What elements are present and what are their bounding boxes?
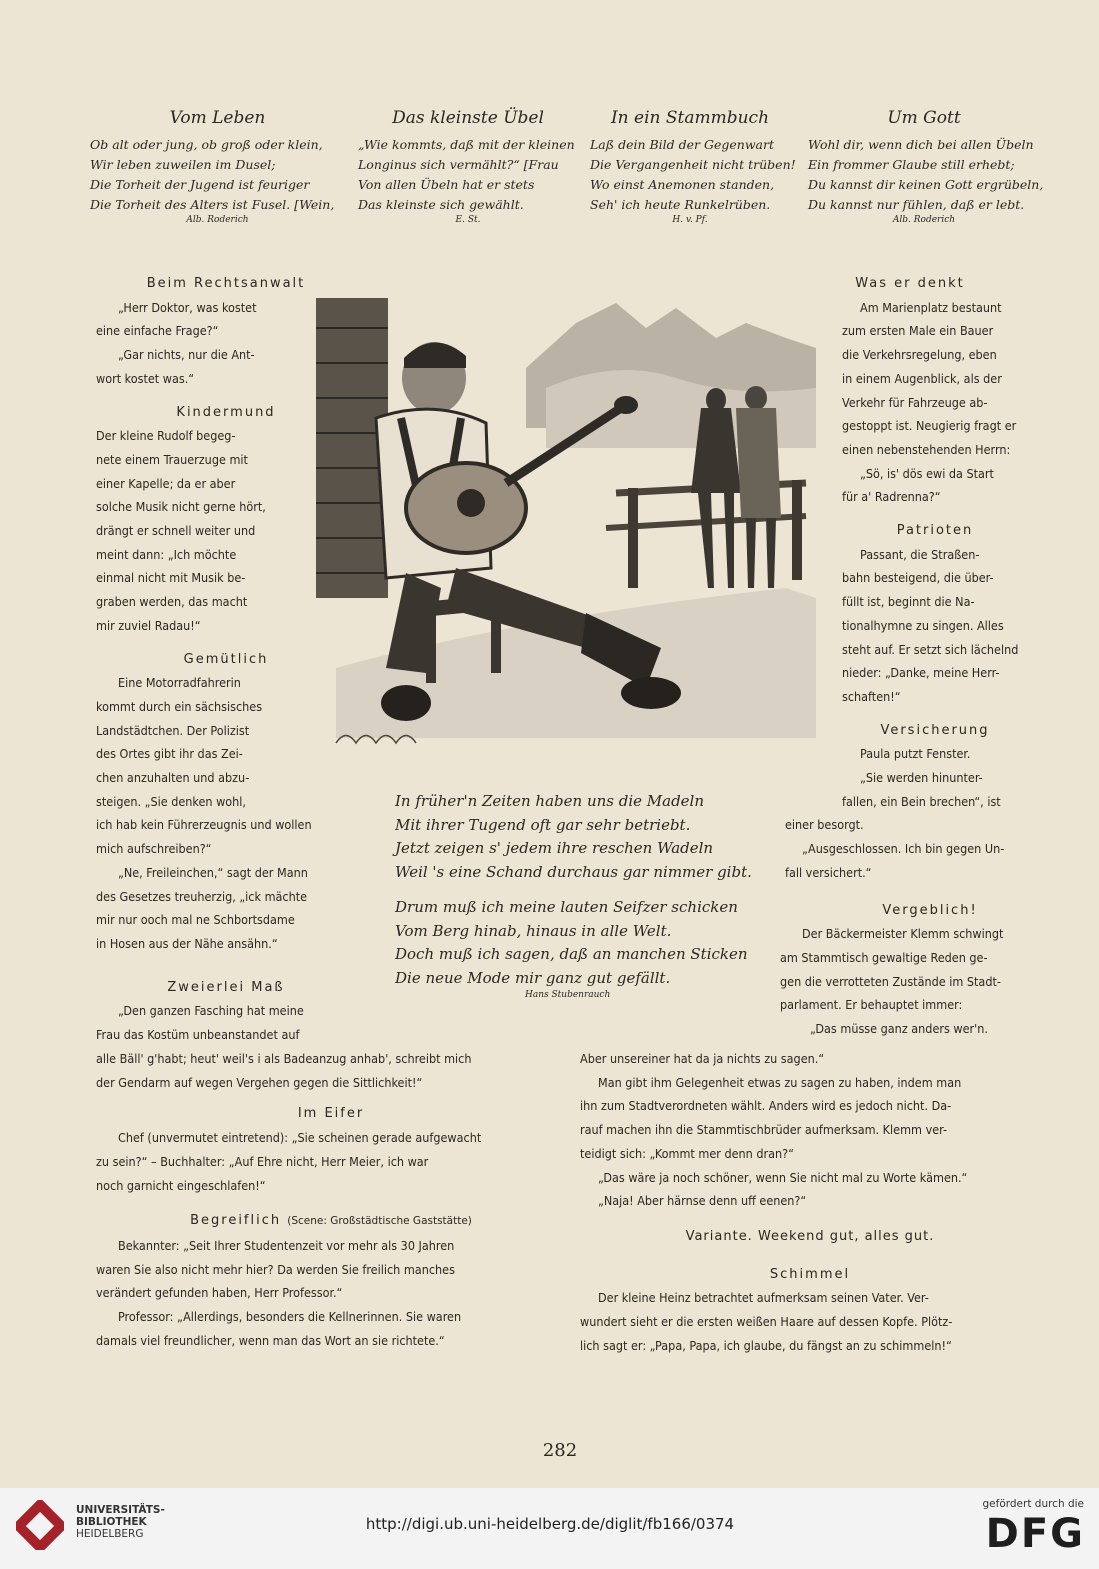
text-line: Der kleine Heinz betrachtet aufmerksam seinen Vater. Ver- (598, 1290, 929, 1306)
text-line: „Den ganzen Fasching hat meine (118, 1003, 304, 1019)
poem-line: Wir leben zuweilen im Dusel; (90, 157, 276, 172)
poem-line: Drum muß ich meine lauten Seifzer schicken (395, 898, 738, 916)
footer-bar (0, 1488, 1099, 1569)
text-line: Landstädtchen. Der Polizist (96, 722, 250, 738)
text-line: Paula putzt Fenster. (860, 746, 971, 762)
poem-author: Hans Stubenrauch (525, 990, 611, 1000)
heading-was-er-denkt: Was er denkt (855, 276, 965, 291)
poem-line: Von allen Übeln hat er stets (358, 177, 535, 192)
text-line: Bekannter: „Seit Ihrer Studentenzeit vor mehr als 30 Jahren (118, 1237, 455, 1253)
heading-beim-rechtsanwalt: Beim Rechtsanwalt (146, 276, 306, 291)
sponsor-text: gefördert durch die (982, 1498, 1084, 1510)
text-line: der Gendarm auf wegen Vergehen gegen die Sittlichkeit!“ (96, 1074, 423, 1090)
text-line: kommt durch ein sächsisches (96, 698, 263, 714)
text-line: ich hab kein Führerzeugnis und wollen (96, 817, 312, 833)
text-line: fallen, ein Bein brechen“, ist (842, 793, 1001, 809)
text-line: steigen. „Sie denken wohl, (96, 793, 247, 809)
digital-url-link[interactable]: http://digi.ub.uni-heidelberg.de/diglit/fb166/0374 (365, 1515, 735, 1533)
poem-line: Laß dein Bild der Gegenwart (590, 137, 774, 152)
text-line: füllt ist, beginnt die Na- (842, 594, 975, 610)
text-line: Verkehr für Fahrzeuge ab- (842, 394, 988, 410)
text-line: „Ausgeschlossen. Ich bin gegen Un- (802, 841, 1005, 857)
text-line: solche Musik nicht gerne hört, (96, 499, 266, 515)
poem-line: Die Torheit des Alters ist Fusel. [Wein, (90, 197, 335, 212)
poem-line: Du kannst dir keinen Gott ergrübeln, (808, 177, 1044, 192)
text-line: steht auf. Er setzt sich lächelnd (842, 641, 1019, 657)
page-number: 282 (542, 1440, 578, 1461)
text-line: chen anzuhalten und abzu- (96, 770, 250, 786)
text-line: fall versichert.“ (785, 864, 872, 880)
text-line: schaften!“ (842, 688, 901, 704)
text-line: „Das wäre ja noch schöner, wenn Sie nicht mal zu Worte kämen.“ (598, 1169, 968, 1185)
heading-vergeblich: Vergeblich! (882, 902, 978, 918)
poem-line: Ob alt oder jung, ob groß oder klein, (90, 137, 323, 152)
text-line: des Gesetzes treuherzig, „ick mächte (96, 888, 308, 904)
text-line: rauf machen ihn die Stammtischbrüder aufmerksam. Klemm ver- (580, 1122, 948, 1138)
poem-line: Longinus sich vermählt?“ [Frau (358, 157, 559, 172)
poem-author: H. v. Pf. (672, 215, 708, 225)
poem-line: Wo einst Anemonen standen, (590, 177, 775, 192)
text-line: Frau das Kostüm unbeanstandet auf (96, 1027, 300, 1043)
heading-variante: Variante. Weekend gut, alles gut. (685, 1228, 935, 1244)
poem-line: „Wie kommts, daß mit der kleinen (358, 137, 575, 152)
heading-im-eifer: Im Eifer (297, 1106, 365, 1122)
poem-title: Das kleinste Übel (392, 108, 544, 128)
text-line: einen nebenstehenden Herrn: (842, 441, 1011, 457)
heading-zweierlei-mass: Zweierlei Maß (167, 979, 285, 995)
poem-vom-leben (90, 108, 345, 225)
text-line: gen die verrotteten Zustände im Stadt- (780, 973, 1001, 989)
text-line: Man gibt ihm Gelegenheit etwas zu sagen zu haben, indem man (598, 1074, 962, 1090)
text-line: bahn besteigend, die über- (842, 570, 994, 586)
text-line: einer Kapelle; da er aber (96, 475, 236, 491)
text-line: in Hosen aus der Nähe ansähn.“ (96, 935, 278, 951)
text-line: „Sö, is' dös ewi da Start (860, 465, 994, 481)
text-line: am Stammtisch gewaltige Reden ge- (780, 949, 988, 965)
library-name-line: BIBLIOTHEK (76, 1516, 147, 1528)
heading-patrioten: Patrioten (896, 523, 974, 539)
text-line: einer besorgt. (785, 817, 864, 833)
library-name-line: UNIVERSITÄTS- (76, 1504, 165, 1516)
poem-line: In früher'n Zeiten haben uns die Madeln (395, 792, 705, 810)
dfg-logo: DFG (985, 1511, 1085, 1557)
text-line: eine einfache Frage?“ (96, 323, 219, 339)
text-line: nieder: „Danke, meine Herr- (842, 665, 1000, 681)
poem-line: Du kannst nur fühlen, daß er lebt. (808, 197, 1025, 212)
text-line: Passant, die Straßen- (860, 546, 980, 562)
text-line: Eine Motorradfahrerin (118, 675, 241, 691)
text-line: meint dann: „Ich möchte (96, 546, 237, 562)
text-line: „Gar nichts, nur die Ant- (118, 347, 255, 363)
poem-line: Mit ihrer Tugend oft gar sehr betriebt. (395, 815, 691, 834)
text-line: drängt er schnell weiter und (96, 523, 256, 539)
library-name-line: HEIDELBERG (76, 1528, 144, 1540)
text-line: Aber unsereiner hat da ja nichts zu sagen.“ (580, 1051, 825, 1066)
text-line: graben werden, das macht (96, 594, 248, 610)
text-line: die Verkehrsregelung, eben (842, 347, 997, 363)
text-line: nete einem Trauerzuge mit (96, 451, 248, 467)
poem-title: Vom Leben (169, 108, 266, 128)
heading-begreiflich (96, 1209, 566, 1234)
poem-line: Jetzt zeigen s' jedem ihre reschen Wadeln (395, 839, 714, 857)
text-line: in einem Augenblick, als der (842, 370, 1002, 386)
text-line: damals viel freundlicher, wenn man das Wort an sie richtete.“ (96, 1332, 445, 1348)
text-line: waren Sie also nicht mehr hier? Da werden Sie freilich manches (96, 1261, 455, 1277)
poem-line: Die Vergangenheit nicht trüben! (590, 157, 796, 172)
text-line: wort kostet was.“ (96, 370, 195, 386)
poem-das-kleinste-uebel (358, 108, 578, 225)
text-line: zum ersten Male ein Bauer (842, 323, 994, 339)
poem-in-ein-stammbuch (590, 108, 796, 225)
text-line: Am Marienplatz bestaunt (860, 299, 1002, 315)
text-line: parlament. Er behauptet immer: (780, 997, 963, 1013)
text-line: „Das müsse ganz anders wer'n. (810, 1021, 988, 1037)
text-line: mir zuviel Radau!“ (96, 617, 201, 633)
text-line: wundert sieht er die ersten weißen Haare auf dessen Kopfe. Plötz- (580, 1314, 953, 1330)
text-line: verändert gefunden haben, Herr Professor.“ (96, 1285, 343, 1301)
heading-gemuetlich: Gemütlich (183, 651, 269, 667)
text-line: noch garnicht eingeschlafen!“ (96, 1177, 266, 1193)
poem-line: Wohl dir, wenn dich bei allen Übeln (808, 137, 1034, 152)
poem-author: Alb. Roderich (186, 215, 249, 225)
text-line: einmal nicht mit Musik be- (96, 570, 246, 586)
poem-title: In ein Stammbuch (610, 108, 770, 128)
text-line: des Ortes gibt ihr das Zei- (96, 746, 243, 762)
heading-kindermund: Kindermund (176, 404, 276, 420)
text-line: für a' Radrenna?“ (842, 489, 941, 505)
text-line: gestoppt ist. Neugierig fragt er (842, 418, 1017, 434)
university-logo-icon (16, 1500, 64, 1550)
text-line: „Naja! Aber härnse denn uff eenen?“ (598, 1193, 807, 1209)
center-poem (395, 790, 775, 1000)
heading-schimmel: Schimmel (769, 1266, 851, 1282)
heading-begreiflich-title: Begreiflich (190, 1213, 282, 1229)
poem-line: Das kleinste sich gewählt. (358, 197, 524, 212)
poem-author: Alb. Roderich (892, 215, 956, 225)
text-line: lich sagt er: „Papa, Papa, ich glaube, du fängst an zu schimmeln!“ (580, 1337, 952, 1353)
poem-um-gott (808, 108, 1044, 225)
poem-author: E. St. (455, 215, 481, 225)
poem-line: Seh' ich heute Runkelrüben. (590, 197, 771, 212)
text-line: Der kleine Rudolf begeg- (96, 428, 236, 444)
text-line: teidigt sich: „Kommt mer denn dran?“ (580, 1145, 794, 1161)
text-line: „Sie werden hinunter- (860, 770, 983, 786)
bottom-left-column (96, 1047, 566, 1352)
bottom-right-column (580, 1047, 1040, 1357)
text-line: mich aufschreiben?“ (96, 841, 212, 857)
illustration-guitar-player (316, 268, 834, 776)
text-line: Der Bäckermeister Klemm schwingt (802, 926, 1004, 942)
text-line: „Herr Doktor, was kostet (118, 299, 257, 315)
heading-begreiflich-subtitle: (Scene: Großstädtische Gaststätte) (287, 1215, 472, 1228)
text-line: tionalhymne zu singen. Alles (842, 617, 1004, 633)
poem-title: Um Gott (887, 108, 961, 128)
poem-line: Die neue Mode mir ganz gut gefällt. (395, 968, 671, 987)
poem-line: Die Torheit der Jugend ist feuriger (90, 177, 310, 192)
heading-versicherung: Versicherung (880, 722, 990, 738)
text-line: zu sein?“ – Buchhalter: „Auf Ehre nicht, Herr Meier, ich war (96, 1153, 429, 1169)
text-line: alle Bäll' g'habt; heut' weil's i als Badeanzug anhab', schreibt mich (96, 1051, 472, 1066)
text-line: Professor: „Allerdings, besonders die Kellnerinnen. Sie waren (118, 1309, 462, 1325)
text-line: ihn zum Stadtverordneten wählt. Anders wird es jedoch nicht. Da- (580, 1098, 952, 1114)
poem-line: Ein frommer Glaube still erhebt; (808, 157, 1015, 172)
text-line: „Ne, Freileinchen,“ sagt der Mann (118, 864, 308, 880)
poem-line: Vom Berg hinab, hinaus in alle Welt. (395, 921, 672, 940)
text-line: Chef (unvermutet eintretend): „Sie scheinen gerade aufgewacht (118, 1130, 482, 1146)
library-name (76, 1504, 165, 1540)
text-line: mir nur ooch mal ne Schbortsdame (96, 912, 295, 928)
poem-line: Doch muß ich sagen, daß an manchen Sticken (395, 945, 748, 963)
poem-line: Weil 's eine Schand durchaus gar nimmer gibt. (395, 862, 752, 881)
